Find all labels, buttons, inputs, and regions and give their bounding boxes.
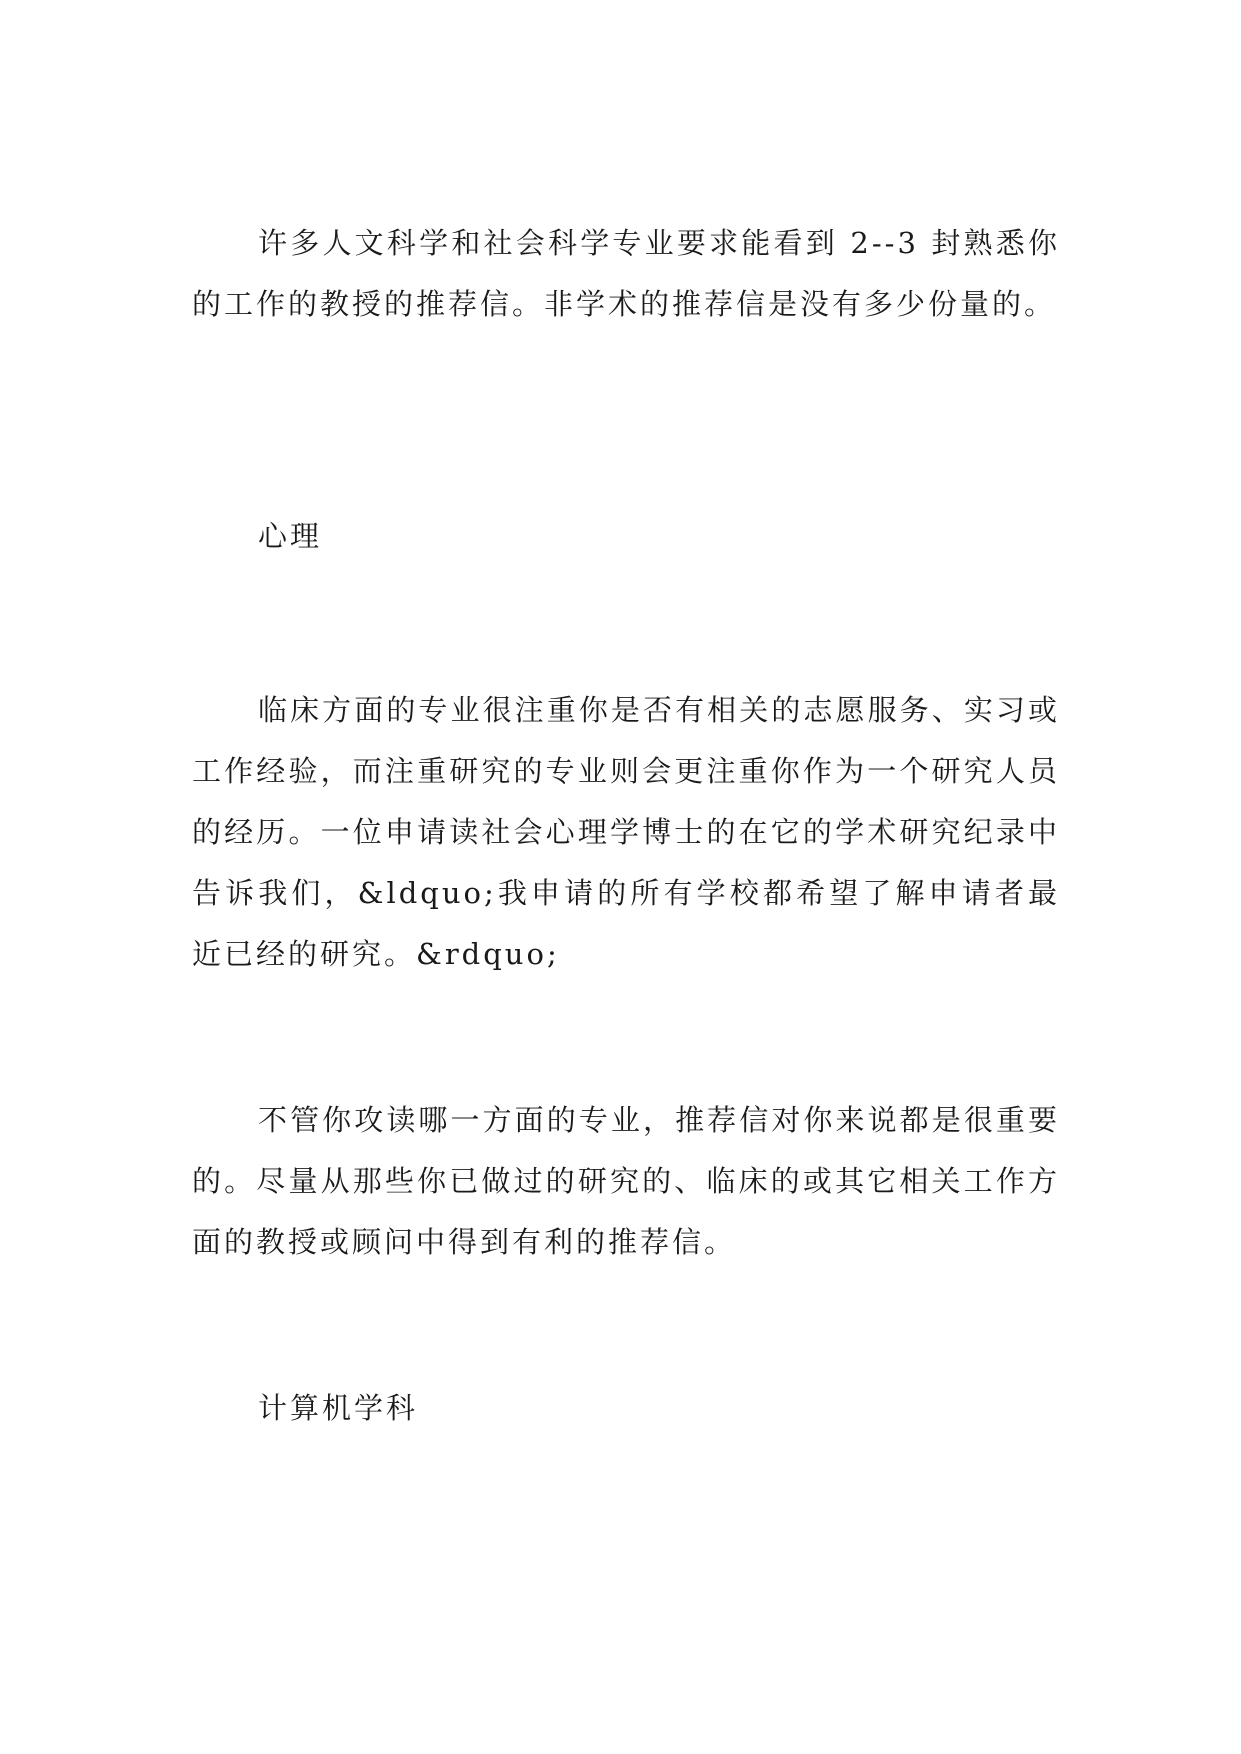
paragraph-recommendation-importance: 不管你攻读哪一方面的专业，推荐信对你来说都是很重要的。尽量从那些你已做过的研究的、临床的或其它相关工作方面的教授或顾问中得到有利的推荐信。: [192, 1103, 1060, 1259]
section-heading-psychology: 心理: [258, 519, 323, 553]
paragraph-clinical-research: 临床方面的专业很注重你是否有相关的志愿服务、实习或工作经验，而注重研究的专业则会更注重你作为一个研究人员的经历。一位申请读社会心理学博士的在它的学术研究纪录中告诉我们，&ldquo;我申请的所有学校都希望了解申请者最近已经的研究。&rdquo;: [192, 693, 1060, 971]
section-heading-computer-science: 计算机学科: [258, 1391, 419, 1425]
paragraph-humanities-recommendations: 许多人文科学和社会科学专业要求能看到 2--3 封熟悉你的工作的教授的推荐信。非学术的推荐信是没有多少份量的。: [192, 226, 1060, 321]
